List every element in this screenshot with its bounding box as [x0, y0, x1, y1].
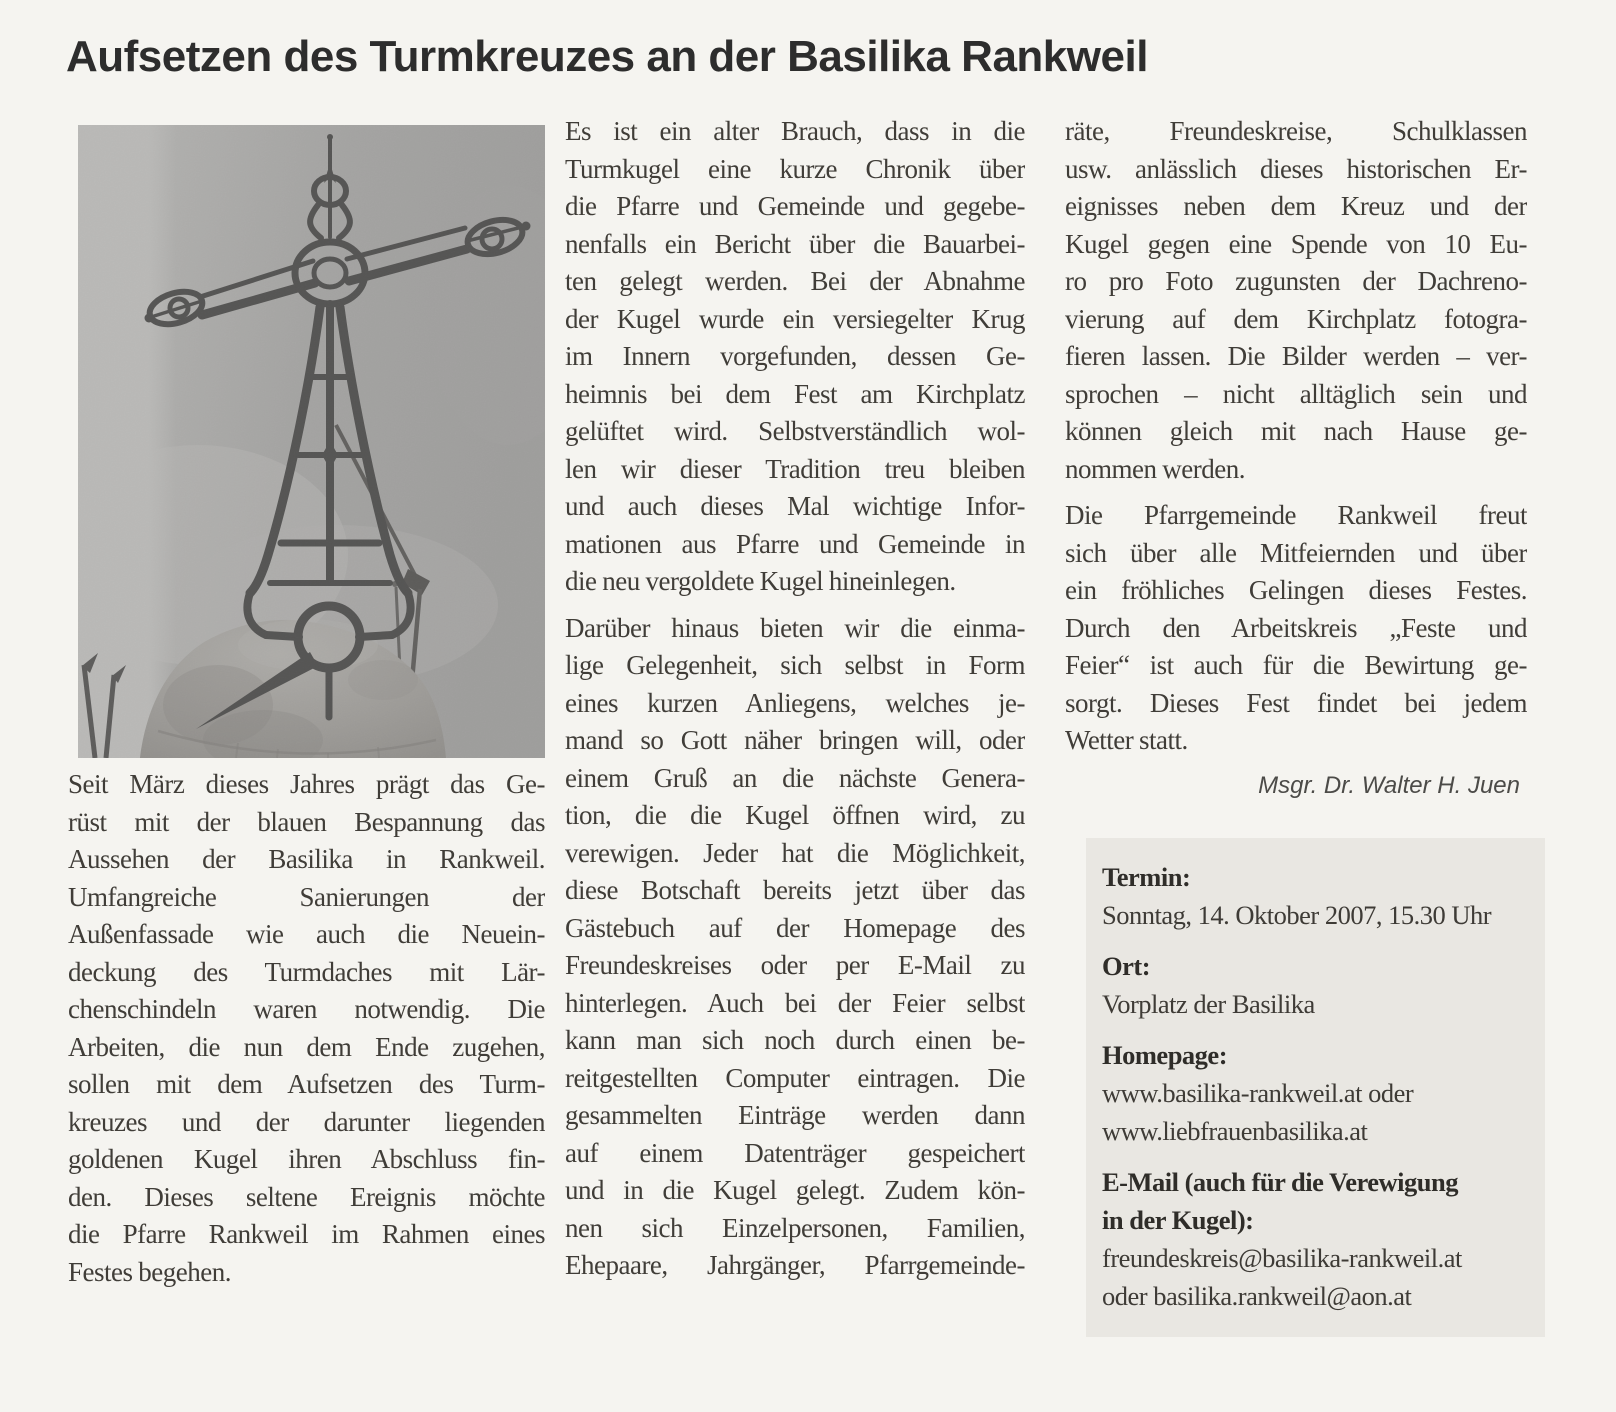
info-value: www.liebfrauenbasilika.at	[1102, 1116, 1368, 1146]
paragraph	[565, 610, 1025, 1285]
text-line: len wir dieser Tradition treu bleiben	[565, 453, 1025, 484]
paragraph	[1065, 497, 1527, 760]
text-line: ten gelegt werden. Bei der Abnahme	[565, 266, 1025, 296]
info-value: Vorplatz der Basilika	[1102, 989, 1315, 1019]
text-line: sorgt. Dieses Fest findet bei jedem	[1065, 687, 1527, 718]
text-line: die Pfarre Rankweil im Rahmen eines	[68, 1219, 545, 1249]
text-line: Aussehen der Basilika in Rankweil.	[68, 844, 545, 874]
info-item	[1102, 1163, 1533, 1315]
text-line: nommen werden.	[1065, 453, 1245, 484]
text-line: sich über alle Mitfeiernden und über	[1065, 537, 1527, 568]
text-line: goldenen Kugel ihren Abschluss fin-	[68, 1144, 545, 1174]
text-line: rüst mit der blauen Bespannung das	[68, 806, 545, 837]
text-line: auf einem Datenträger gespeichert	[565, 1137, 1025, 1168]
text-line: diese Botschaft bereits jetzt über das	[565, 875, 1025, 905]
text-line: Kugel gegen eine Spende von 10 Eu-	[1065, 228, 1527, 259]
text-line: ro pro Foto zugunsten der Dachreno-	[1065, 266, 1527, 296]
text-line: chenschindeln waren notwendig. Die	[68, 994, 545, 1024]
text-line: Wetter statt.	[1065, 725, 1188, 755]
text-line: und in die Kugel gelegt. Zudem kön-	[565, 1175, 1025, 1205]
text-line: sprochen – nicht alltäglich sein und	[1065, 378, 1527, 409]
text-line: fieren lassen. Die Bilder werden – ver-	[1065, 341, 1527, 371]
info-value: freundeskreis@basilika-rankweil.at	[1102, 1243, 1462, 1273]
text-line: Ehepaare, Jahrgänger, Pfarrgemeinde-	[565, 1250, 1025, 1280]
text-line: gesammelten Einträge werden dann	[565, 1100, 1025, 1130]
info-value: Sonntag, 14. Oktober 2007, 15.30 Uhr	[1102, 900, 1492, 930]
info-item	[1102, 858, 1533, 934]
text-line: eignisses neben dem Kreuz und der	[1065, 191, 1527, 221]
event-info-box	[1086, 838, 1545, 1337]
info-label: E-Mail (auch für die Verewigung	[1102, 1167, 1459, 1197]
paragraph	[565, 113, 1025, 601]
text-line: mand so Gott näher bringen will, oder	[565, 725, 1025, 755]
text-line: der Kugel wurde ein versiegelter Krug	[565, 303, 1025, 334]
article-title: Aufsetzen des Turmkreuzes an der Basilika Rankweil	[66, 32, 1148, 81]
info-label: Homepage:	[1102, 1040, 1228, 1070]
text-line: hinterlegen. Auch bei der Feier selbst	[565, 987, 1025, 1018]
info-label: in der Kugel):	[1102, 1205, 1254, 1235]
text-line: nen sich Einzelpersonen, Familien,	[565, 1212, 1025, 1243]
text-line: Außenfassade wie auch die Neuein-	[68, 919, 545, 949]
text-line: gelüftet wird. Selbstverständlich wol-	[565, 416, 1025, 446]
column-left	[68, 766, 545, 1291]
info-label: Termin:	[1102, 862, 1191, 892]
text-line: nenfalls ein Bericht über die Bauarbei-	[565, 228, 1025, 259]
text-line: reitgestellten Computer eintragen. Die	[565, 1062, 1025, 1093]
info-item	[1102, 947, 1533, 1023]
info-item	[1102, 1036, 1533, 1150]
paragraph	[68, 766, 545, 1291]
info-value: www.basilika-rankweil.at oder	[1102, 1078, 1414, 1108]
text-line: ein fröhliches Gelingen dieses Festes.	[1065, 575, 1527, 605]
text-line: kann man sich noch durch einen be-	[565, 1025, 1025, 1055]
text-line: Durch den Arbeitskreis „Feste und	[1065, 612, 1527, 643]
text-line: im Innern vorgefunden, dessen Ge-	[565, 341, 1025, 371]
text-line: Gästebuch auf der Homepage des	[565, 912, 1025, 943]
text-line: kreuzes und der darunter liegenden	[68, 1106, 545, 1137]
text-line: einem Gruß an die nächste Genera-	[565, 762, 1025, 793]
text-line: Arbeiten, die nun dem Ende zugehen,	[68, 1031, 545, 1062]
text-line: lige Gelegenheit, sich selbst in Form	[565, 650, 1025, 680]
text-line: usw. anlässlich dieses historischen Er-	[1065, 153, 1527, 184]
text-line: deckung des Turmdaches mit Lär-	[68, 956, 545, 987]
info-value: oder basilika.rankweil@aon.at	[1102, 1281, 1412, 1311]
text-line: und auch dieses Mal wichtige Infor-	[565, 491, 1025, 521]
author-signature: Msgr. Dr. Walter H. Juen	[1258, 772, 1520, 799]
photo-grain	[78, 125, 545, 758]
text-line: Freundeskreises oder per E-Mail zu	[565, 950, 1025, 980]
text-line: mationen aus Pfarre und Gemeinde in	[565, 528, 1025, 559]
text-line: eines kurzen Anliegens, welches je-	[565, 687, 1025, 718]
text-line: heimnis bei dem Fest am Kirchplatz	[565, 378, 1025, 409]
text-line: sollen mit dem Aufsetzen des Turm-	[68, 1069, 545, 1099]
column-middle	[565, 113, 1025, 1285]
text-line: verewigen. Jeder hat die Möglichkeit,	[565, 837, 1025, 868]
text-line: räte, Freundeskreise, Schulklassen	[1065, 116, 1527, 146]
text-line: die Pfarre und Gemeinde und gegebe-	[565, 191, 1025, 221]
text-line: die neu vergoldete Kugel hineinlegen.	[565, 566, 956, 596]
text-line: können gleich mit nach Hause ge-	[1065, 416, 1527, 446]
paragraph	[1065, 113, 1527, 488]
column-right	[1065, 113, 1527, 760]
turmkreuz-photo	[78, 125, 545, 758]
text-line: Feier“ ist auch für die Bewirtung ge-	[1065, 650, 1527, 680]
text-line: vierung auf dem Kirchplatz fotogra-	[1065, 303, 1527, 334]
text-line: Es ist ein alter Brauch, dass in die	[565, 116, 1025, 146]
info-label: Ort:	[1102, 951, 1151, 981]
text-line: Umfangreiche Sanierungen der	[68, 881, 545, 912]
text-line: den. Dieses seltene Ereignis möchte	[68, 1181, 545, 1212]
text-line: Die Pfarrgemeinde Rankweil freut	[1065, 500, 1527, 530]
text-line: Darüber hinaus bieten wir die einma-	[565, 612, 1025, 643]
text-line: tion, die die Kugel öffnen wird, zu	[565, 800, 1025, 830]
text-line: Festes begehen.	[68, 1256, 231, 1287]
text-line: Turmkugel eine kurze Chronik über	[565, 153, 1025, 184]
text-line: Seit März dieses Jahres prägt das Ge-	[68, 769, 545, 799]
